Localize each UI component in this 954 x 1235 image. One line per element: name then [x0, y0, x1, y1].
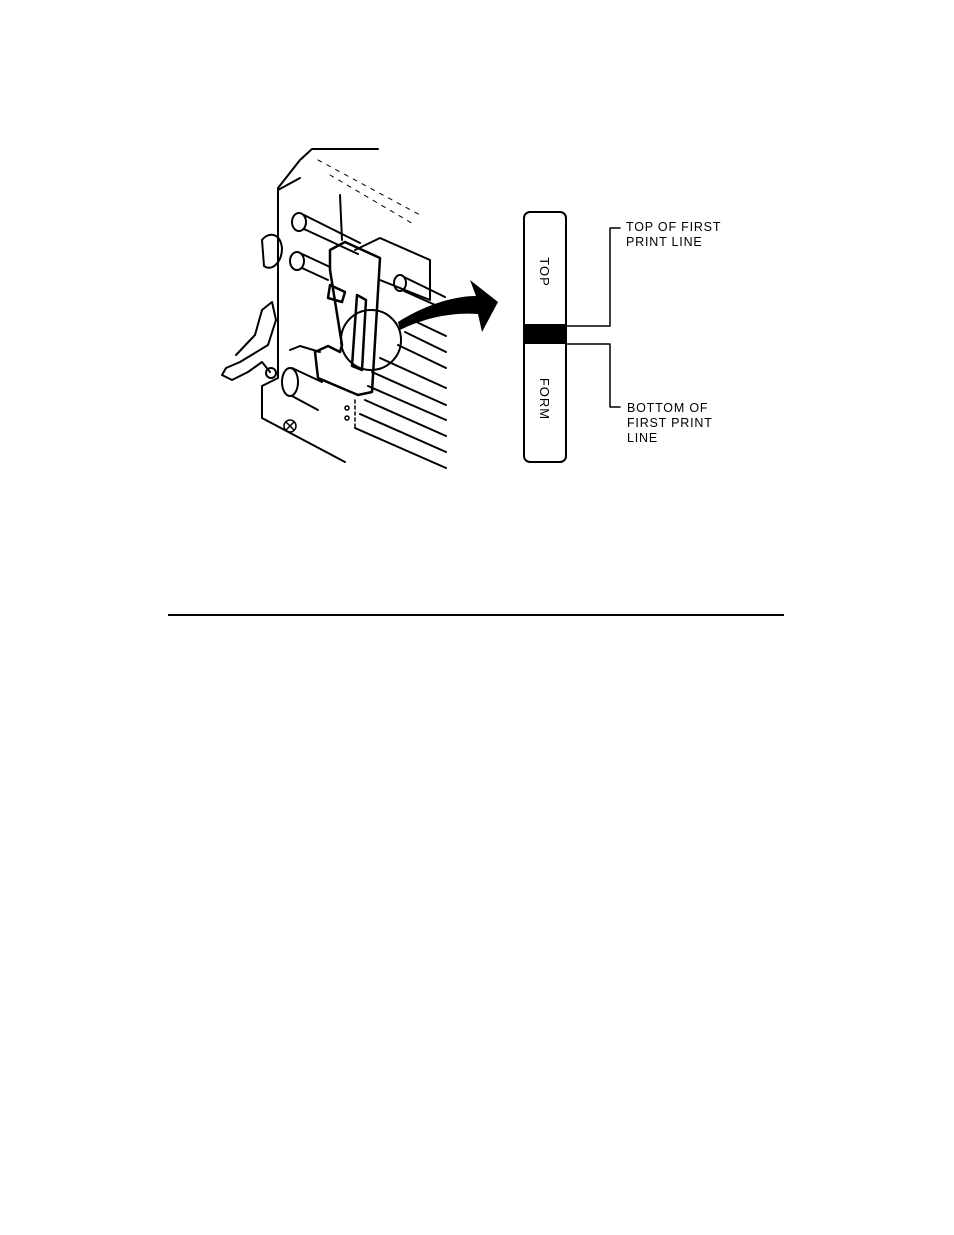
gauge-label-top: TOP	[537, 257, 552, 287]
callout-top-line-1: TOP OF FIRST	[626, 220, 722, 234]
base-screw	[284, 420, 296, 432]
callout-bottom-line-1: BOTTOM OF	[627, 401, 709, 415]
pointer-arrow	[398, 280, 498, 332]
platen-shafts	[262, 213, 445, 308]
tractor-block	[355, 238, 430, 300]
top-cover	[318, 160, 420, 225]
first-print-line-band	[524, 324, 566, 344]
callout-bottom-of-first-print-line	[627, 401, 713, 446]
sprocket-holes	[345, 400, 355, 430]
form-gauge	[524, 212, 566, 462]
release-lever	[222, 302, 276, 380]
section-divider	[168, 614, 784, 616]
callout-top-line-2: PRINT LINE	[626, 235, 703, 249]
magnify-circle	[341, 310, 401, 370]
gauge-label-form: FORM	[537, 377, 552, 421]
callout-top-of-first-print-line	[626, 220, 721, 250]
callout-brackets	[566, 228, 620, 407]
callout-bottom-line-2: FIRST PRINT	[627, 416, 713, 430]
callout-bottom-line-3: LINE	[627, 431, 658, 445]
